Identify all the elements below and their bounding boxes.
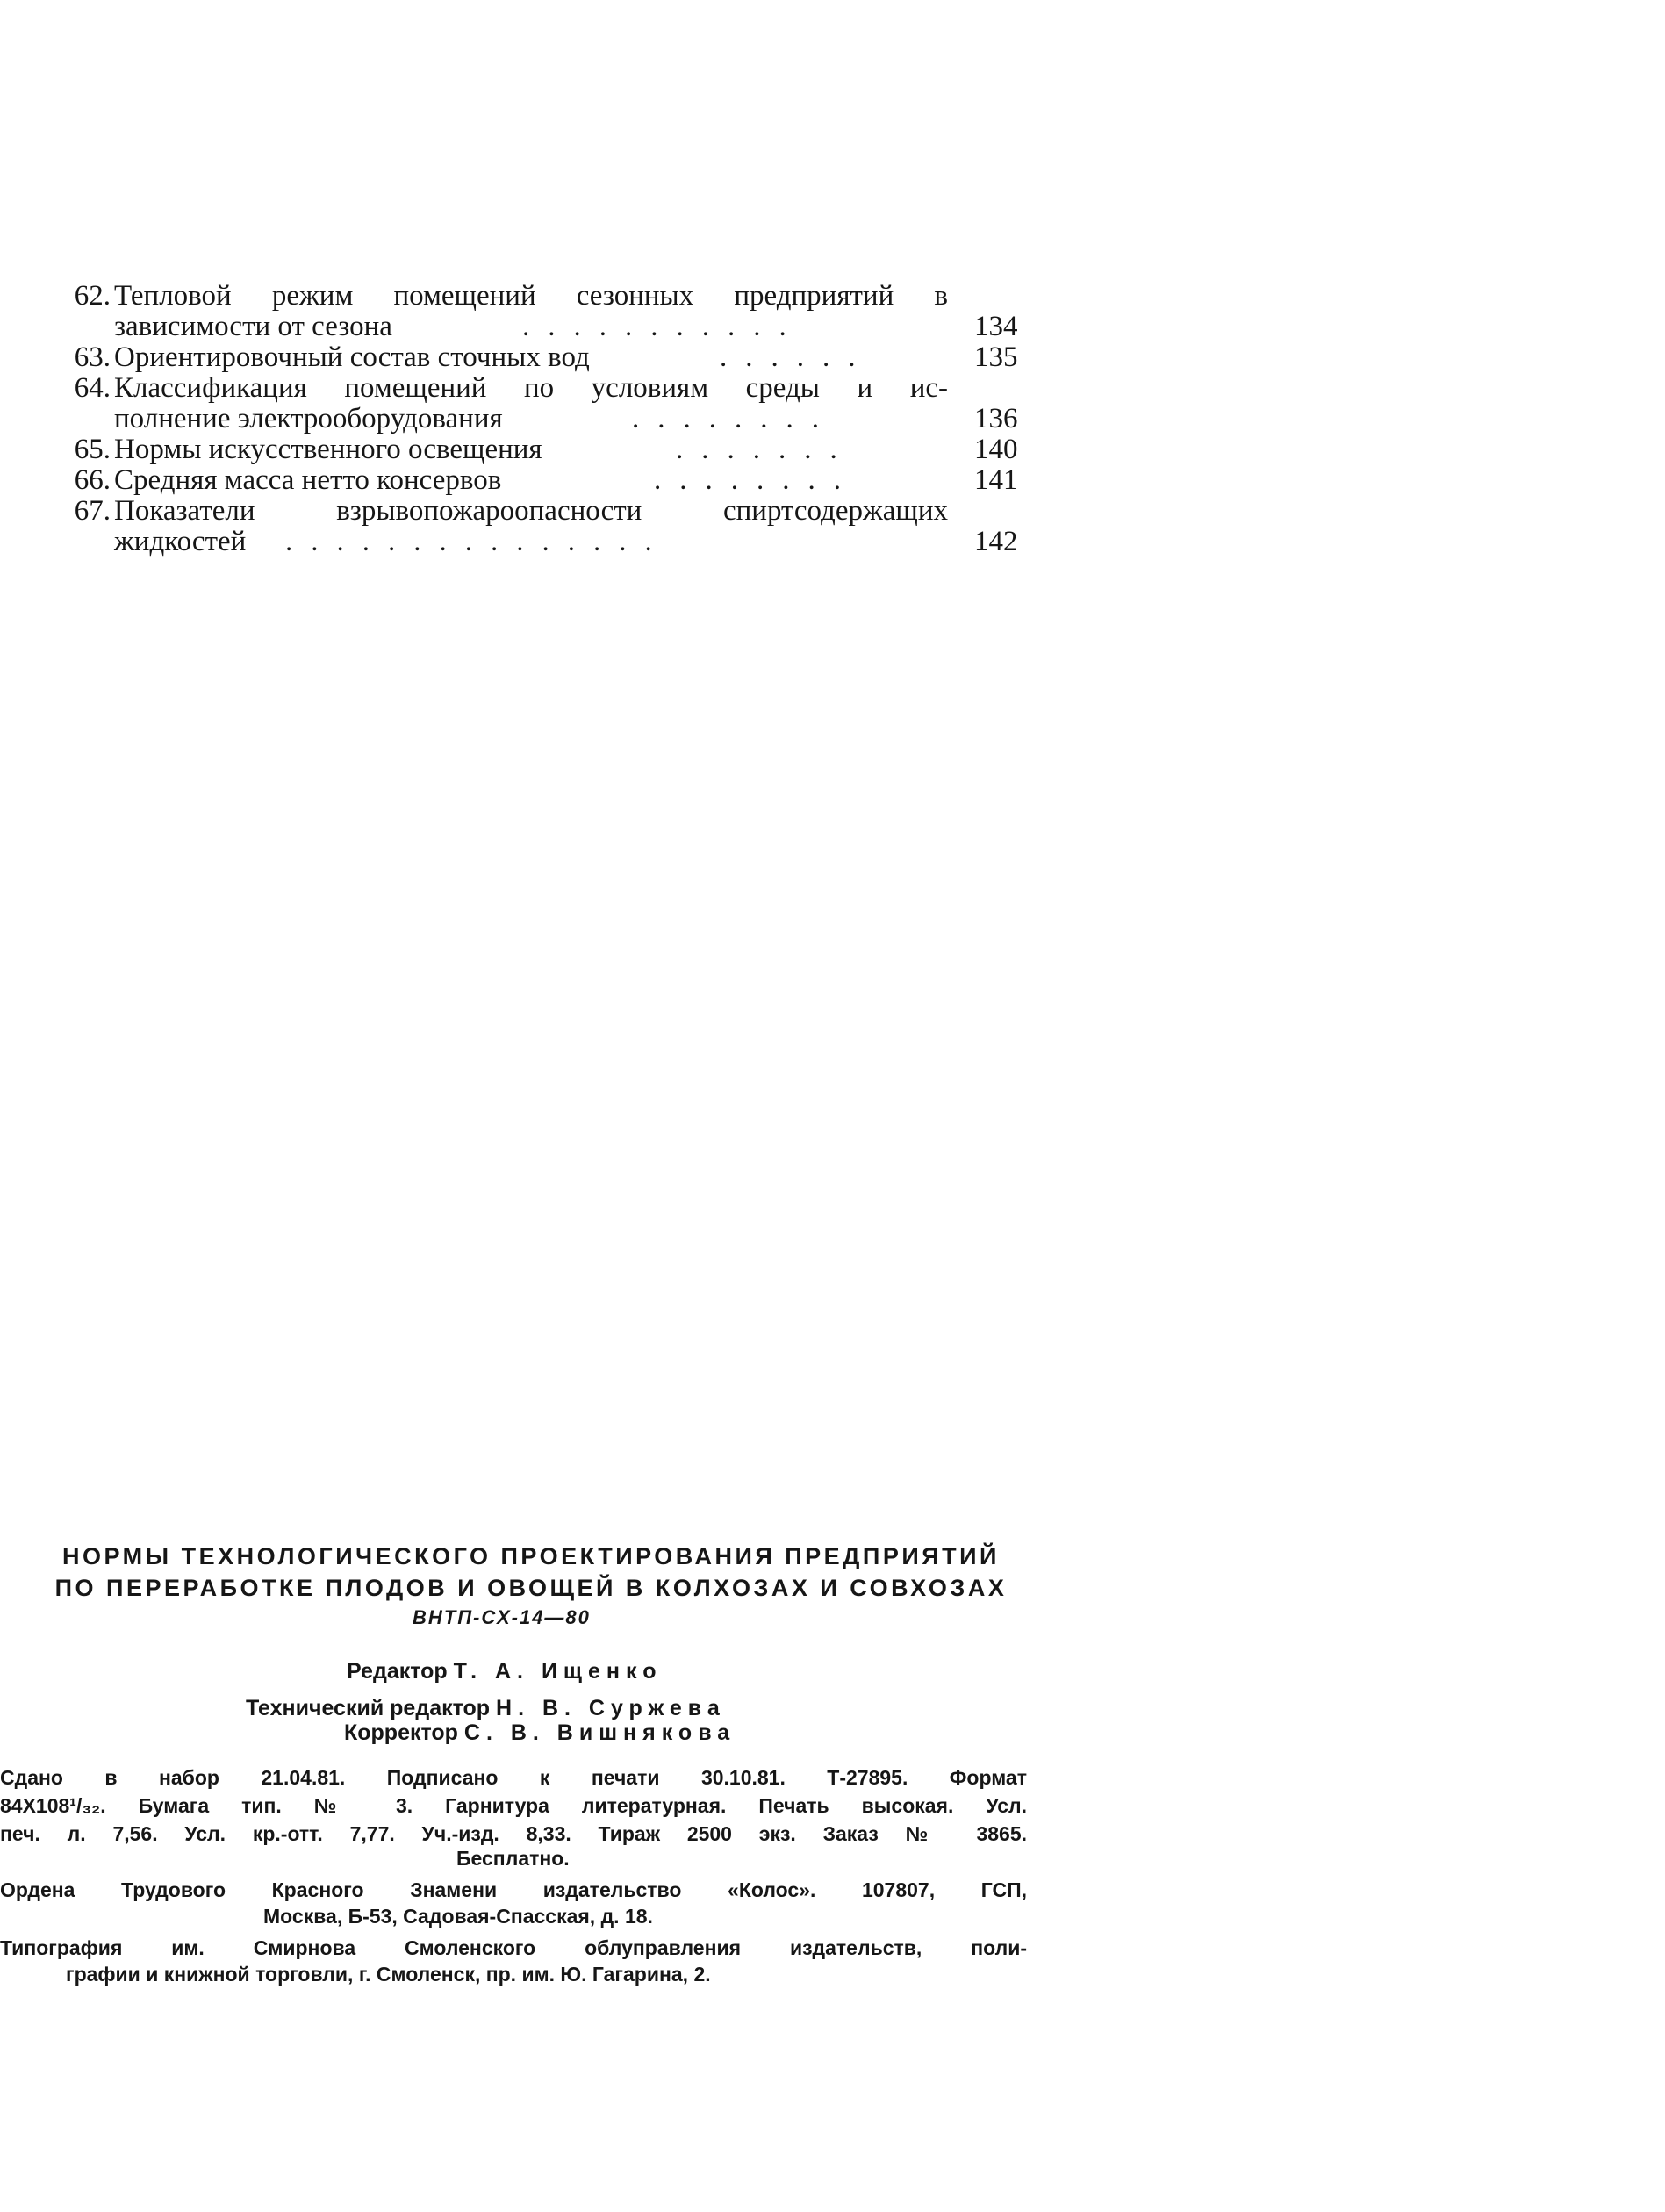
leader-dots: ....... <box>676 434 856 465</box>
print-info-line: 84X108¹/₃₂. Бумага тип. № 3. Гарнитура литературная. Печать высокая. Усл. <box>0 1794 1027 1817</box>
publisher-line: Ордена Трудового Красного Знамени издательство «Колос». 107807, ГСП, <box>0 1878 1027 1901</box>
toc-entry <box>61 464 1018 496</box>
leader-dots: ........... <box>522 312 805 342</box>
print-info-line: Сдано в набор 21.04.81. Подписано к печати 30.10.81. Т-27895. Формат <box>0 1766 1027 1789</box>
toc-entry <box>61 434 1018 465</box>
toc-entry-title: жидкостей <box>114 526 247 557</box>
toc-entry <box>61 372 1018 434</box>
toc-entry-page: 141 <box>974 464 1018 496</box>
toc-entry-title: Нормы искусственного освещения <box>114 434 542 465</box>
leader-dots: ........ <box>632 404 837 434</box>
corrector-role: Корректор <box>344 1720 458 1745</box>
toc-entry-number: 66. <box>74 464 111 496</box>
toc-entry-title: зависимости от сезона <box>114 311 392 342</box>
printer-line: Типография им. Смирнова Смоленского облуправления издательств, поли- <box>0 1936 1027 1959</box>
toc-entry-number: 62. <box>74 280 111 312</box>
toc-entry <box>61 341 1018 373</box>
toc-entry-page: 142 <box>974 526 1018 557</box>
toc-entry <box>61 495 1018 557</box>
editor-name: Т. А. Ищенко <box>453 1659 663 1684</box>
corrector-name: С. В. Вишнякова <box>463 1720 736 1745</box>
printer-line: графии и книжной торговли, г. Смоленск, пр. им. Ю. Гагарина, 2. <box>66 1963 711 1986</box>
leader-dots: ........ <box>654 465 859 496</box>
leader-dots: ............... <box>285 527 671 557</box>
editor-credit <box>347 1659 662 1684</box>
toc-entry-number: 64. <box>74 372 111 404</box>
toc-entry-page: 134 <box>974 311 1018 342</box>
book-title-line: НОРМЫ ТЕХНОЛОГИЧЕСКОГО ПРОЕКТИРОВАНИЯ ПРЕДПРИЯТИЙ <box>62 1543 1000 1569</box>
toc-entry-title: Классификация помещений по условиям среды и ис- <box>114 373 948 404</box>
editor-role: Редактор <box>347 1659 448 1684</box>
tech-editor-role: Технический редактор <box>246 1696 491 1720</box>
print-info-line: Бесплатно. <box>456 1847 570 1870</box>
toc-entry-title: полнение электрооборудования <box>114 403 503 434</box>
toc-entry-number: 67. <box>74 495 111 527</box>
tech-editor-credit <box>246 1696 726 1721</box>
corrector-credit <box>344 1720 736 1746</box>
toc-entry-title: Ориентировочный состав сточных вод <box>114 341 590 373</box>
tech-editor-name: Н. В. Суржева <box>496 1696 726 1720</box>
toc-entry-title: Тепловой режим помещений сезонных предприятий в <box>114 281 948 312</box>
table-of-contents <box>61 280 1018 557</box>
toc-entry-page: 135 <box>974 341 1018 373</box>
book-title-line: ПО ПЕРЕРАБОТКЕ ПЛОДОВ И ОВОЩЕЙ В КОЛХОЗАХ И СОВХОЗАХ <box>54 1575 1008 1601</box>
document-code: ВНТП-СХ-14—80 <box>413 1606 591 1628</box>
leader-dots: ...... <box>720 342 874 373</box>
toc-entry <box>61 280 1018 342</box>
publisher-line: Москва, Б-53, Садовая-Спасская, д. 18. <box>263 1905 653 1928</box>
toc-entry-number: 65. <box>74 434 111 465</box>
toc-entry-number: 63. <box>74 341 111 373</box>
print-info-line: печ. л. 7,56. Усл. кр.-отт. 7,77. Уч.-изд. 8,33. Тираж 2500 экз. Заказ № 3865. <box>0 1822 1027 1845</box>
toc-entry-page: 136 <box>974 403 1018 434</box>
toc-entry-title: Показатели взрывопожароопасности спиртсодержащих <box>114 496 948 527</box>
toc-entry-page: 140 <box>974 434 1018 465</box>
toc-entry-title: Средняя масса нетто консервов <box>114 464 502 496</box>
